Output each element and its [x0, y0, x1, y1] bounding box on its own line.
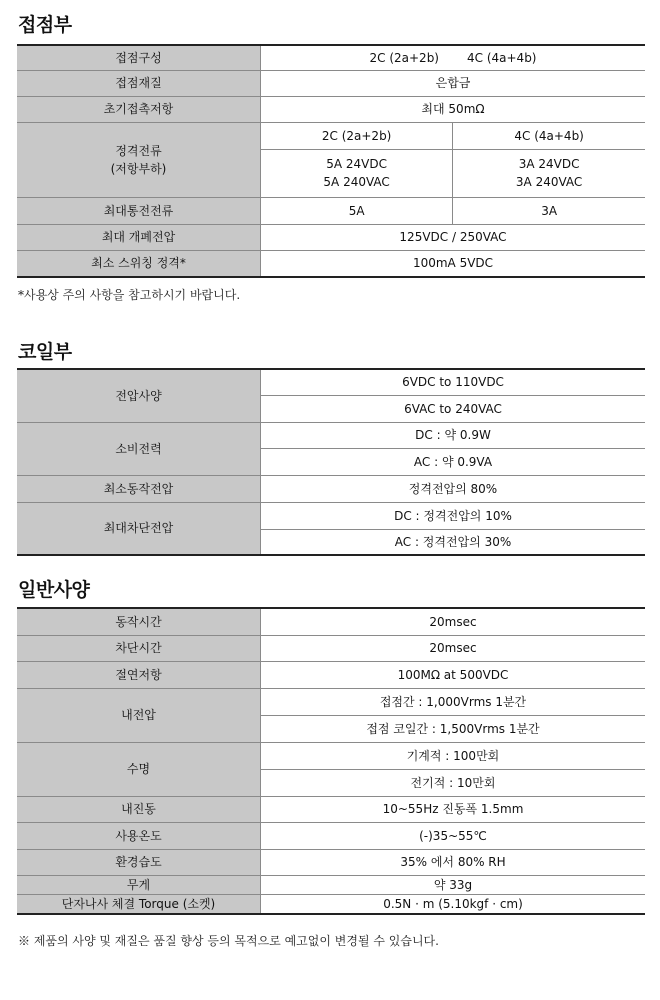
row-label-contact-resistance: 초기접촉저항 [17, 96, 261, 122]
life-electrical: 전기적 : 10만회 [261, 769, 646, 796]
table-row [17, 197, 645, 224]
table-row [17, 742, 645, 769]
table-row [17, 475, 645, 502]
weight-value: 약 33g [261, 875, 646, 894]
power-ac: AC : 약 0.9VA [261, 448, 646, 475]
rated-current-head-4c: 4C (4a+4b) [453, 122, 645, 149]
table-row [17, 661, 645, 688]
row-label-release-time: 차단시간 [17, 635, 261, 661]
table-row [17, 608, 645, 635]
row-label-temperature: 사용온도 [17, 822, 261, 849]
composition-2c: 2C (2a+2b) [369, 50, 439, 65]
row-label-vibration: 내진동 [17, 796, 261, 822]
row-label-power: 소비전력 [17, 422, 261, 475]
rated-4c-ac: 3A 240VAC [515, 175, 583, 189]
voltage-spec-dc: 6VDC to 110VDC [402, 375, 504, 390]
table-row [17, 688, 645, 715]
table-row [17, 45, 645, 70]
row-label-rated-current [17, 122, 261, 197]
row-label-life: 수명 [17, 742, 261, 796]
row-label-max-current: 최대통전전류 [17, 197, 261, 224]
table-row [17, 250, 645, 277]
row-label-min-operate: 최소동작전압 [17, 475, 261, 502]
row-label-voltage-spec: 전압사양 [17, 369, 261, 422]
rated-2c-dc: 5A 24VDC [326, 157, 387, 171]
voltage-spec-ac: 6VAC to 240VAC [261, 395, 646, 422]
table-row [17, 224, 645, 250]
table-row [17, 70, 645, 96]
row-label-dielectric: 내전압 [17, 688, 261, 742]
row-label-max-switching-voltage: 최대 개폐전압 [17, 224, 261, 250]
rated-current-4c-value [453, 149, 645, 197]
table-row [17, 875, 645, 894]
dielectric-contacts: 접점간 : 1,000Vrms 1분간 [261, 688, 646, 715]
max-switching-voltage-value: 125VDC / 250VAC [261, 224, 646, 250]
rated-current-sublabel: (저항부하) [110, 161, 167, 176]
coil-spec-table [17, 368, 645, 556]
table-row [17, 122, 645, 149]
life-mechanical: 기계적 : 100만회 [261, 742, 646, 769]
coil-section-title: 코일부 [18, 341, 72, 363]
row-label-operate-time: 동작시간 [17, 608, 261, 635]
table-row [17, 822, 645, 849]
general-section-title: 일반사양 [18, 579, 90, 601]
row-label-min-switching: 최소 스위칭 정격* [17, 250, 261, 277]
humidity-value: 35% 에서 80% RH [261, 849, 646, 875]
insulation-value: 100MΩ at 500VDC [261, 661, 646, 688]
table-row [17, 635, 645, 661]
table-row [17, 369, 645, 395]
row-label-humidity: 환경습도 [17, 849, 261, 875]
torque-value: 0.5N · m (5.10kgf · cm) [261, 894, 646, 914]
rated-current-label: 정격전류 [115, 143, 162, 158]
row-label-weight: 무게 [17, 875, 261, 894]
contact-note: *사용상 주의 사항을 참고하시기 바랍니다. [18, 288, 241, 302]
max-dropout-ac: AC : 정격전압의 30% [261, 529, 646, 555]
release-time-value: 20msec [261, 635, 646, 661]
rated-current-2c-value [261, 149, 453, 197]
power-dc: DC : 약 0.9W [261, 422, 646, 448]
rated-current-head-2c: 2C (2a+2b) [261, 122, 453, 149]
rated-4c-dc: 3A 24VDC [518, 157, 580, 171]
row-label-contact-composition: 접점구성 [17, 45, 261, 70]
contact-material-value: 은합금 [261, 70, 646, 96]
operate-time-value: 20msec [429, 614, 477, 629]
table-row [17, 849, 645, 875]
min-operate-value: 정격전압의 80% [261, 475, 646, 502]
rated-2c-ac: 5A 240VAC [323, 175, 390, 189]
dielectric-contact-coil: 접점 코일간 : 1,500Vrms 1분간 [261, 715, 646, 742]
contact-section-title: 접점부 [18, 14, 72, 36]
general-spec-table [17, 607, 645, 915]
row-label-max-dropout: 최대차단전압 [17, 502, 261, 555]
max-current-2c: 5A [261, 197, 453, 224]
table-row [17, 796, 645, 822]
row-label-insulation: 절연저항 [17, 661, 261, 688]
max-current-4c: 3A [453, 197, 645, 224]
table-row [17, 894, 645, 914]
table-row [17, 96, 645, 122]
composition-4c: 4C (4a+4b) [467, 50, 537, 65]
table-row [17, 502, 645, 529]
contact-composition-value [261, 45, 646, 70]
temperature-value: (-)35~55℃ [261, 822, 646, 849]
table-row [17, 422, 645, 448]
general-note: ※ 제품의 사양 및 재질은 품질 향상 등의 목적으로 예고없이 변경될 수 있습니다. [18, 934, 439, 948]
row-label-torque: 단자나사 체결 Torque (소켓) [17, 894, 261, 914]
row-label-contact-material: 접점재질 [17, 70, 261, 96]
contact-spec-table [17, 44, 645, 278]
contact-resistance-value: 최대 50mΩ [261, 96, 646, 122]
vibration-value: 10~55Hz 진동폭 1.5mm [261, 796, 646, 822]
min-switching-value: 100mA 5VDC [261, 250, 646, 277]
max-dropout-dc: DC : 정격전압의 10% [261, 502, 646, 529]
